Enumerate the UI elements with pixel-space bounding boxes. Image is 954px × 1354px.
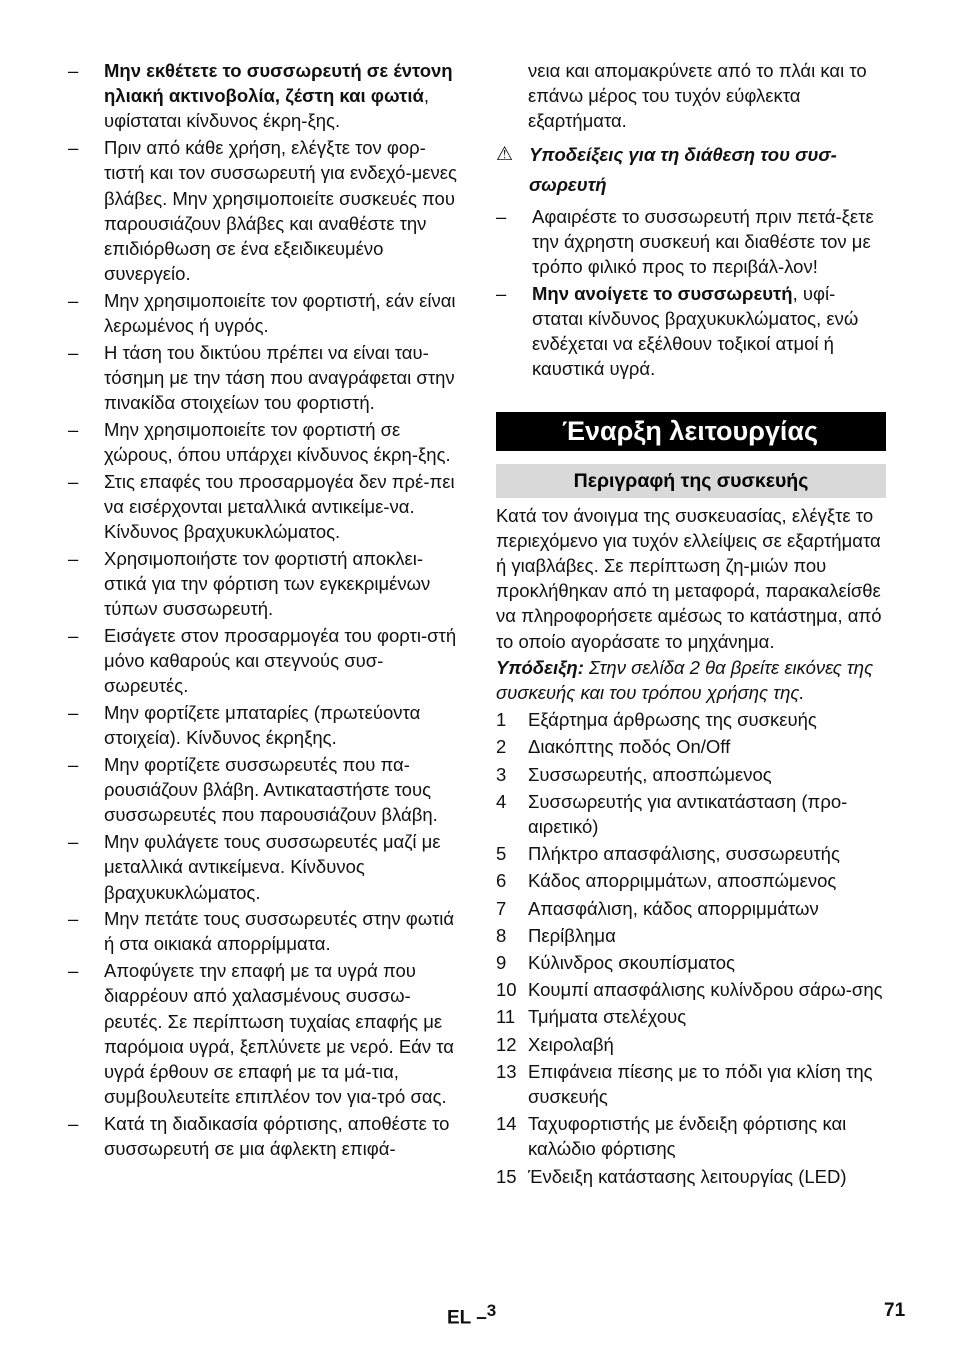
part-item [496,789,886,839]
part-number: 1 [496,709,507,731]
part-item [496,707,886,732]
dash-bullet: – [68,547,79,569]
part-number: 12 [496,1033,517,1055]
list-item [68,623,460,699]
list-item-body-text: Αφαιρέστε το συσσωρευτή πριν πετά-ξετε την άχρηστη συσκευή και διαθέστε τον με τρόπο φιλικό προς το περιβάλ-λον! [532,205,874,278]
part-label: Επιφάνεια πίεσης με το πόδι για κλίση της συσκευής [528,1060,873,1107]
disposal-warning-heading [496,140,886,200]
warning-heading-text: Υποδείξεις για τη διάθεση του συσ-σωρευτή [529,143,837,195]
part-item [496,977,886,1002]
dash-bullet: – [496,205,507,227]
dash-bullet: – [68,702,79,724]
part-number: 11 [496,1006,516,1028]
part-label: Εξάρτημα άρθρωσης της συσκευής [528,709,817,731]
list-item-body-text: Αποφύγετε την επαφή με τα υγρά που διαρρέουν από χαλασμένους συσσω-ρευτές. Σε περίπτωση τυχαίας επαφής με παρόμοια υγρά, ξεπλύνετε με νερό. Εάν τα υγρά έρθουν σε επαφή με τα μά-τια, συμβουλευτείτε επιπλέον τον για-τρό σας. [104,960,454,1108]
list-item-body-text: Μην χρησιμοποιείτε τον φορτιστή, εάν είναι λερωμένος ή υγρός. [104,289,456,337]
list-item [68,58,460,134]
list-item-body-text: Μην χρησιμοποιείτε τον φορτιστή σε χώρους, όπου υπάρχει κίνδυνος έκρη-ξης. [104,418,451,466]
list-item-body-text: Μην φορτίζετε μπαταρίες (πρωτεύοντα στοιχεία). Κίνδυνος έκρηξης. [104,702,421,749]
part-number: 8 [496,924,507,946]
part-item [496,1164,886,1189]
list-item-text [532,281,886,382]
part-label: Τμήματα στελέχους [528,1006,687,1028]
list-item-body-text: Κατά τη διαδικασία φόρτισης, αποθέστε το συσσωρευτή σε μια άφλεκτη επιφά- [104,1112,450,1160]
language-code: EL [447,1307,471,1329]
part-label: Περίβλημα [528,924,616,946]
dash-bullet: – [68,1112,79,1134]
footer-language [447,1298,496,1331]
part-item [496,923,886,948]
list-item [68,829,460,905]
dash-bullet: – [68,908,79,930]
list-item [68,752,460,828]
part-number: 10 [496,979,517,1001]
dash-bullet: – [68,470,79,492]
part-label: Κουμπί απασφάλισης κυλίνδρου σάρω-σης [528,979,883,1001]
list-item [68,340,460,416]
part-number: 2 [496,736,507,758]
list-item-body-text: Μην φορτίζετε συσσωρευτές που πα-ρουσιάζουν βλάβη. Αντικαταστήστε τους συσσωρευτές που παρουσιάζουν βλάβη. [104,753,438,826]
part-number: 3 [496,763,507,785]
list-item [496,281,886,382]
list-item-text [104,58,460,134]
part-number: 14 [496,1113,517,1135]
disposal-list [496,204,886,382]
list-item-text [532,204,886,280]
footer-separator: – [476,1307,487,1329]
list-item-bold-text: Μην ανοίγετε το συσσωρευτή [532,282,793,304]
part-item [496,1111,886,1161]
part-label: Κύλινδρος σκουπίσματος [528,951,735,973]
dash-bullet: – [68,418,79,440]
part-number: 13 [496,1060,517,1082]
dash-bullet: – [496,282,507,304]
part-number: 6 [496,870,507,892]
list-item-text [104,469,460,545]
page-number: 71 [884,1300,906,1321]
part-item [496,868,886,893]
part-number: 4 [496,790,507,812]
part-item [496,1004,886,1029]
parts-list [496,707,886,1189]
list-item-text [104,958,460,1109]
list-item [68,906,460,956]
part-number: 7 [496,897,507,919]
list-item-body-text: Η τάση του δικτύου πρέπει να είναι ταυ-τόσημη με την τάση που αναγράφεται στην πινακίδα στοιχείων του φορτιστή. [104,341,455,414]
part-item [496,762,886,787]
list-item-text [104,340,460,416]
list-item-text [104,546,460,622]
dash-bullet: – [68,137,79,159]
part-number: 9 [496,951,507,973]
list-item-text [104,1111,460,1161]
list-item-body-text: , υφί-σταται κίνδυνος βραχυκυκλώματος, ενώ ενδέχεται να εξέλθουν τοξικοί ατμοί ή καυστικά υγρά. [532,282,859,380]
list-item [68,288,460,338]
warning-triangle-icon: ⚠ [496,143,514,165]
part-label: Χειρολαβή [528,1033,614,1055]
part-item [496,896,886,921]
part-label: Κάδος απορριμμάτων, αποσπώμενος [528,870,837,892]
dash-bullet: – [68,960,79,982]
continued-text: νεια και απομακρύνετε από το πλάι και το επάνω μέρος του τυχόν εύφλεκτα εξαρτήματα. [528,60,867,132]
part-item [496,734,886,759]
part-number: 15 [496,1165,517,1187]
note-text: Στην σελίδα 2 θα βρείτε εικόνες της συσκευής και του τρόπου χρήσης της. [496,656,874,703]
local-page-number: 3 [486,1301,497,1320]
part-label: Διακόπτης ποδός On/Off [528,736,731,758]
list-item-text [104,135,460,286]
section-title: Έναρξη λειτουργίας [496,412,886,451]
list-item-text [104,417,460,467]
list-item-body-text: Μην φυλάγετε τους συσσωρευτές μαζί με μεταλλικά αντικείμενα. Κίνδυνος βραχυκυκλώματος. [104,831,441,903]
part-label: Ταχυφορτιστής με ένδειξη φόρτισης και καλώδιο φόρτισης [528,1113,847,1160]
left-column [68,58,460,1163]
part-label: Πλήκτρο απασφάλισης, συσσωρευτής [528,843,840,865]
dash-bullet: – [68,60,79,81]
note-paragraph [496,655,886,705]
list-item-body-text: Εισάγετε στον προσαρμογέα του φορτι-στή μόνο καθαρούς και στεγνούς συσ-σωρευτές. [104,624,457,697]
list-item-text [104,288,460,338]
part-item [496,1032,886,1057]
part-item [496,841,886,866]
list-item-text [104,623,460,699]
list-item-body-text: Χρησιμοποιήστε τον φορτιστή αποκλει-στικά για την φόρτιση των εγκεκριμένων τύπων συσσωρευτή. [104,547,431,620]
list-item-bold-text: Μην εκθέτετε το συσσωρευτή σε έντονη ηλιακή ακτινοβολία, ζέστη και φωτιά [104,60,453,107]
list-item [68,546,460,622]
list-item-text [104,752,460,828]
part-label: Ένδειξη κατάστασης λειτουργίας (LED) [528,1165,847,1187]
safety-list [68,58,460,1161]
dash-bullet: – [68,624,79,646]
list-item [68,469,460,545]
dash-bullet: – [68,341,79,363]
list-item [68,417,460,467]
list-item-text [104,700,460,750]
list-item-text [104,829,460,905]
part-number: 5 [496,843,507,865]
part-label: Απασφάλιση, κάδος απορριμμάτων [528,897,819,919]
list-item-body-text: , υφίσταται κίνδυνος έκρη-ξης. [104,85,430,132]
list-item-body-text: Πριν από κάθε χρήση, ελέγξτε τον φορ-τιστή και τον συσσωρευτή για ενδεχό-μενες βλάβες. Μην χρησιμοποιείτε συσκευές που παρουσιάζουν βλάβες και αναθέστε την επιδιόρθωση σε ένα εξειδικευμένο συνεργείο. [104,137,457,285]
subsection-title: Περιγραφή της συσκευής [496,464,886,498]
list-item-text [104,906,460,956]
part-item [496,950,886,975]
dash-bullet: – [68,753,79,775]
list-item [68,958,460,1109]
list-item [68,700,460,750]
list-item [68,1111,460,1161]
part-item [496,1059,886,1109]
list-item [68,135,460,286]
part-label: Συσσωρευτής για αντικατάσταση (προ-αιρετικό) [528,790,848,837]
part-label: Συσσωρευτής, αποσπώμενος [528,763,772,785]
note-label: Υπόδειξη: [496,656,584,678]
list-item-body-text: Στις επαφές του προσαρμογέα δεν πρέ-πει να εισέρχονται μεταλλικά αντικείμε-να. Κίνδυνος βραχυκυκλώματος. [104,470,455,543]
list-item-body-text: Μην πετάτε τους συσσωρευτές στην φωτιά ή στα οικιακά απορρίμματα. [104,908,455,955]
dash-bullet: – [68,289,79,311]
intro-paragraph: Κατά τον άνοιγμα της συσκευασίας, ελέγξτε το περιεχόμενο για τυχόν ελλείψεις σε εξαρτήματα ή γιαβλάβες. Σε περίπτωση ζη-μιών που προκλήθηκαν από τη μεταφορά, παρακαλείσθε να πληροφορήσετε αμέσως το κατάστημα, από το οποίο αγοράσατε το μηχάνημα. [496,504,882,652]
list-item [496,204,886,280]
right-column [496,58,886,1191]
dash-bullet: – [68,831,79,853]
